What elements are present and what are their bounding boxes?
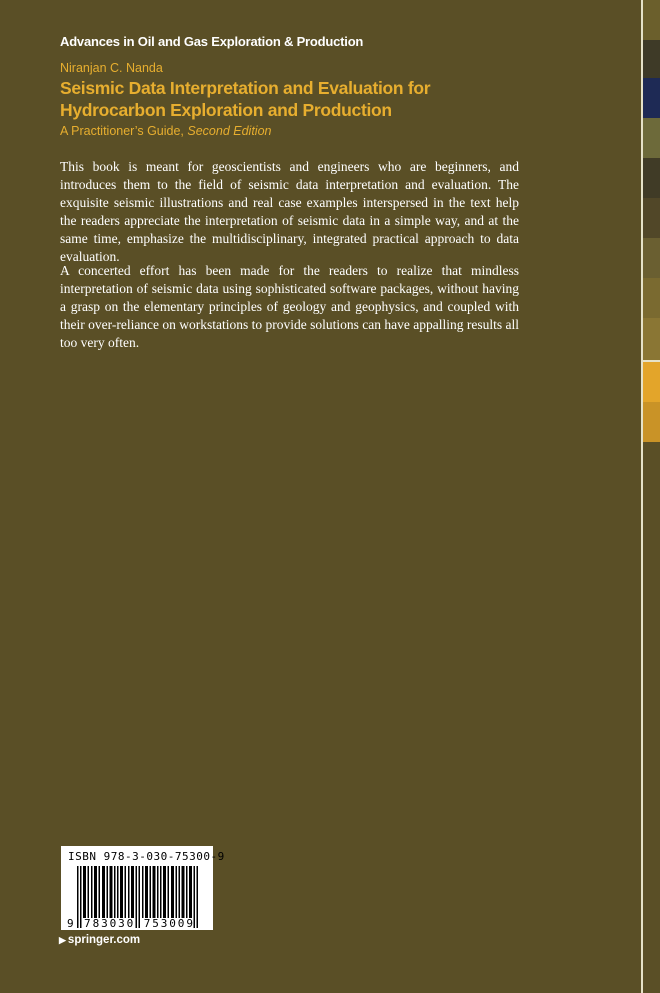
author-name: Niranjan C. Nanda: [60, 61, 163, 75]
book-subtitle: [60, 124, 271, 138]
isbn-label: ISBN 978-3-030-75300-9: [68, 850, 225, 863]
arrow-right-icon: ▶: [59, 935, 66, 945]
book-title: Seismic Data Interpretation and Evaluation for Hydrocarbon Exploration and Production: [60, 78, 431, 120]
series-title: Advances in Oil and Gas Exploration & Production: [60, 34, 364, 49]
description-paragraph-2: A concerted effort has been made for the readers to realize that mindless interpretation of seismic data using sophisticated software packages, without having a grasp on the elementary principles of geology and geophysics, and coupled with their over-reliance on workstations to provide solutions can have appalling results all too very often.: [60, 263, 519, 350]
publisher-link[interactable]: [59, 934, 140, 946]
subtitle-main: A Practitioner’s Guide,: [60, 124, 188, 138]
subtitle-edition: Second Edition: [187, 124, 272, 138]
description-paragraph-1: This book is meant for geoscientists and engineers who are beginners, and introduces them to the field of seismic data interpretation and evaluation. The exquisite seismic illustrations and real case examples interspersed in the text help the readers appreciate the interpretation of seismic data in a simple way, and at the same time, emphasize the multidisciplinary, integrated practical approach to data evaluation.: [60, 159, 519, 264]
isbn-barcode: [61, 846, 225, 930]
spine-color-strip: [641, 0, 660, 993]
barcode-digits: 9 783030 753009: [67, 917, 195, 930]
publisher-link-text: springer.com: [67, 934, 141, 946]
